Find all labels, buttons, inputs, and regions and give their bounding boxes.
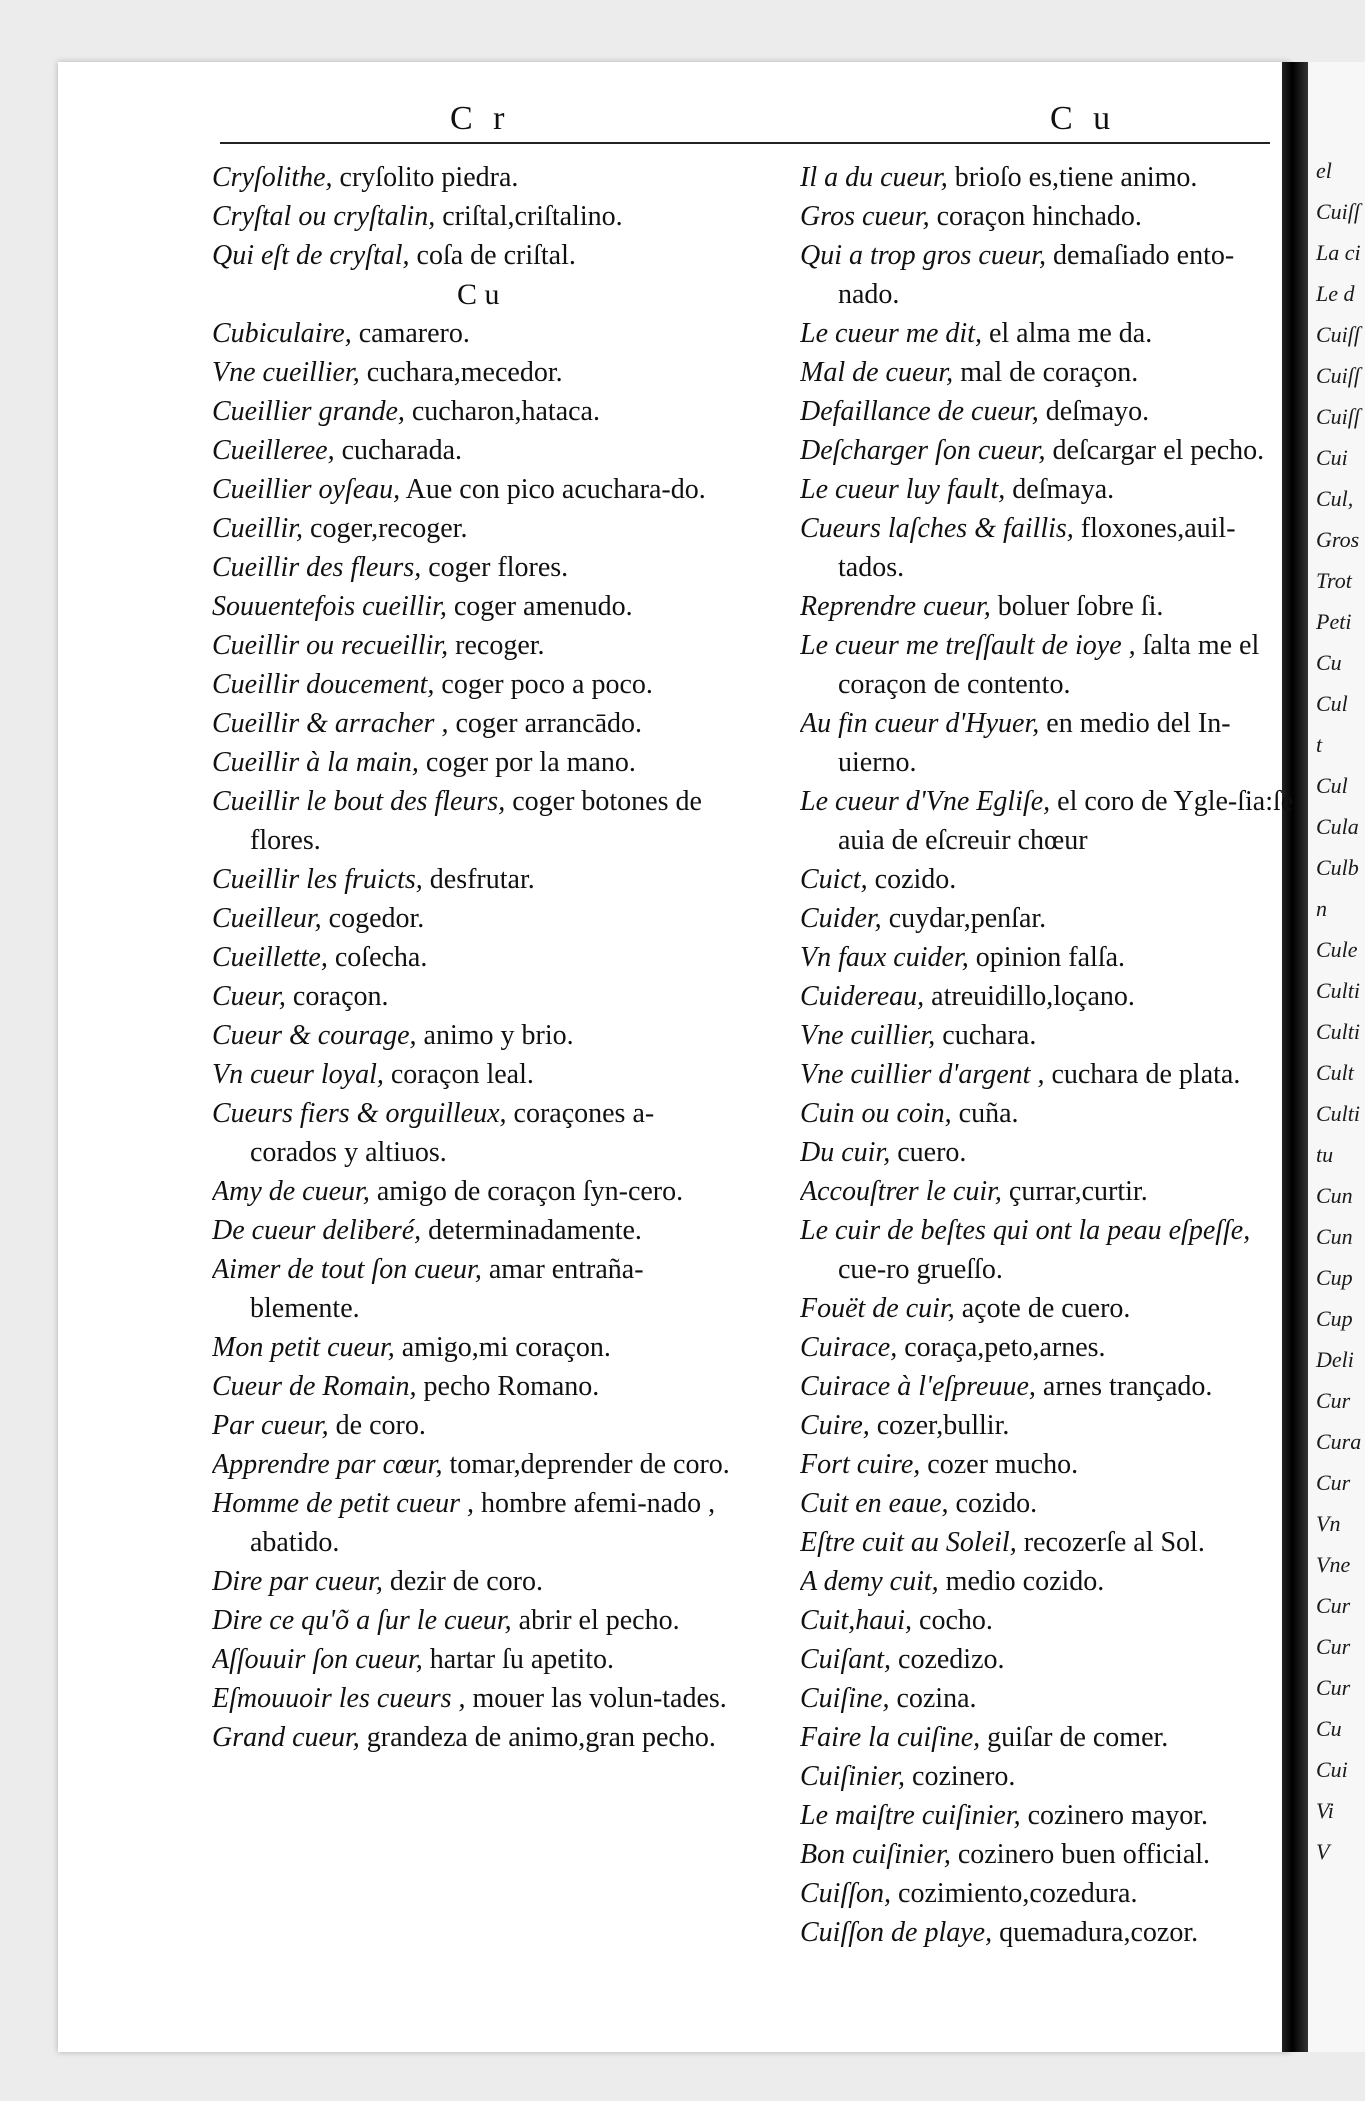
entry-headword: Vne cueillier, [212,357,360,388]
entry-headword: Fort cuire, [800,1449,921,1480]
dictionary-entry [212,938,737,977]
entry-definition: coger botones de flores. [250,786,702,856]
entry-headword: A demy cuit, [800,1566,939,1597]
dictionary-entry [800,626,1295,704]
entry-definition: de coro. [328,1410,426,1441]
entry-definition: Aue con pico acuchara-do. [400,474,706,505]
next-page-fragment: Cur [1316,1634,1351,1659]
entry-headword: Mon petit cueur, [212,1332,395,1363]
entry-definition: coraça,peto,arnes. [897,1332,1106,1363]
dictionary-entry [800,1289,1295,1328]
dictionary-entry [800,158,1295,197]
entry-definition: recoger. [448,630,545,661]
entry-headword: Bon cuiſinier, [800,1839,951,1870]
dictionary-entry [800,1679,1295,1718]
entry-definition: coger poco a poco. [434,669,653,700]
entry-definition: recozerſe al Sol. [1016,1527,1205,1558]
next-page-fragment: V [1316,1839,1330,1864]
entry-headword: Dire ce qu'õ a ſur le cueur, [212,1605,512,1636]
dictionary-entry [800,1094,1295,1133]
entry-headword: Accouſtrer le cuir, [800,1176,1002,1207]
entry-definition: grandeza de animo,gran pecho. [359,1722,716,1753]
entry-definition: quemadura,cozor. [992,1917,1199,1948]
running-header-left: C r [450,100,511,137]
dictionary-entry [800,470,1295,509]
next-page-fragment: Cur [1316,1388,1351,1413]
dictionary-entry [800,392,1295,431]
entry-headword: Cuider, [800,903,882,934]
next-page-fragment: Culb [1316,855,1359,880]
next-page-edge [1308,62,1365,2052]
entry-headword: Cuit en eaue, [800,1488,949,1519]
entry-headword: Apprendre par cœur, [212,1449,443,1480]
dictionary-entry [212,470,737,509]
dictionary-entry [800,860,1295,899]
next-page-fragment: Cui [1316,1757,1348,1782]
dictionary-entry [212,1679,737,1718]
next-page-fragment: Cuiſſ [1316,322,1361,347]
entry-headword: Cuin ou coin, [800,1098,952,1129]
entry-definition: desfrutar. [422,864,535,895]
running-header-right: C u [1050,100,1117,137]
entry-headword: Qui eſt de cryſtal, [212,240,410,271]
entry-headword: Cueillir à la main, [212,747,419,778]
dictionary-entry [800,1562,1295,1601]
dictionary-entry [212,977,737,1016]
entry-headword: Cubiculaire, [212,318,352,349]
entry-headword: Cueurs laſches & faillis, [800,513,1074,544]
entry-definition: coraçones a-corados y altiuos. [250,1098,655,1168]
next-page-fragment: Vne [1316,1552,1351,1577]
next-page-fragment: Cul [1316,773,1348,798]
entry-headword: Cueillir ou recueillir, [212,630,449,661]
next-page-fragment: n [1316,896,1327,921]
entry-definition: arnes trançado. [1035,1371,1213,1402]
entry-headword: Cueillir, [212,513,304,544]
next-page-fragment: Cuiſſ [1316,199,1361,224]
dictionary-entry [212,1562,737,1601]
entry-definition: cuero. [890,1137,967,1168]
entry-definition: cozido. [948,1488,1038,1519]
entry-headword: Reprendre cueur, [800,591,991,622]
next-page-fragment: Culti [1316,1019,1361,1044]
entry-headword: Fouët de cuir, [800,1293,955,1324]
entry-headword: Cueur & courage, [212,1020,417,1051]
dictionary-entry [212,860,737,899]
entry-definition: coger por la mano. [418,747,636,778]
dictionary-entry [212,1172,737,1211]
entry-headword: Qui a trop gros cueur, [800,240,1047,271]
next-page-fragment: Cur [1316,1470,1351,1495]
entry-definition: dezir de coro. [382,1566,543,1597]
entry-definition: medio cozido. [938,1566,1105,1597]
entry-definition: cozer mucho. [920,1449,1079,1480]
next-page-fragment: t [1316,732,1323,757]
entry-headword: Defaillance de cueur, [800,396,1039,427]
next-page-fragment: Gros [1316,527,1360,552]
next-page-fragment: Le d [1316,281,1355,306]
entry-definition: deſmaya. [1005,474,1115,505]
entry-headword: Cuiſant, [800,1644,892,1675]
dictionary-entry [212,587,737,626]
next-page-fragment: Cura [1316,1429,1362,1454]
dictionary-entry [212,548,737,587]
entry-headword: Cuidereau, [800,981,925,1012]
entry-headword: Cueillir les fruicts, [212,864,423,895]
next-page-fragment: Cup [1316,1265,1353,1290]
entry-definition: cuña. [951,1098,1019,1129]
entry-headword: Cuiſſon de playe, [800,1917,993,1948]
dictionary-entry [212,626,737,665]
entry-headword: Cuiſinier, [800,1761,906,1792]
entry-definition: cozinero mayor. [1020,1800,1208,1831]
entry-definition: demaſiado ento-nado. [838,240,1235,310]
entry-definition: boluer ſobre ſi. [990,591,1164,622]
entry-definition: mal de coraçon. [953,357,1139,388]
dictionary-entry [212,1094,737,1172]
left-column [212,158,737,1757]
entry-headword: Vne cuillier d'argent , [800,1059,1045,1090]
dictionary-entry [212,1484,737,1562]
dictionary-entry [800,1133,1295,1172]
dictionary-entry [212,1718,737,1757]
entry-definition: coraçon hinchado. [929,201,1142,232]
dictionary-entry [800,353,1295,392]
dictionary-entry [212,197,737,236]
entry-definition: hartar ſu apetito. [422,1644,615,1675]
entry-headword: Cueillir doucement, [212,669,435,700]
dictionary-entry [212,743,737,782]
entry-headword: Cuiſine, [800,1683,890,1714]
next-page-fragment: Deli [1316,1347,1354,1372]
entry-definition: cuchara. [935,1020,1037,1051]
entry-headword: Cueillir & arracher , [212,708,449,739]
entry-headword: Cuit,haui, [800,1605,913,1636]
next-page-fragment: Cul, [1316,486,1354,511]
next-page-fragment: Cuiſſ [1316,404,1361,429]
entry-headword: Cuict, [800,864,868,895]
entry-headword: Cueurs fiers & orguilleux, [212,1098,507,1129]
dictionary-entry [800,1484,1295,1523]
entry-definition: amigo,mi coraçon. [394,1332,611,1363]
dictionary-entry [800,1523,1295,1562]
entry-definition: abrir el pecho. [511,1605,680,1636]
entry-headword: Le cueur d'Vne Egliſe, [800,786,1051,817]
dictionary-entry [800,1055,1295,1094]
entry-definition: atreuidillo,loçano. [924,981,1135,1012]
entry-definition: cozer,bullir. [869,1410,1010,1441]
next-page-fragment: Vi [1316,1798,1334,1823]
entry-definition: çurrar,curtir. [1001,1176,1148,1207]
next-page-fragment: Cur [1316,1593,1351,1618]
next-page-fragment: Cul [1316,691,1348,716]
header-rule [220,142,1270,144]
dictionary-entry [212,1406,737,1445]
entry-headword: Eſmouuoir les cueurs , [212,1683,466,1714]
dictionary-entry [800,1328,1295,1367]
entry-headword: Vn cueur loyal, [212,1059,384,1090]
dictionary-entry [212,236,737,275]
dictionary-entry [800,1757,1295,1796]
entry-definition: floxones,auil-tados. [838,513,1236,583]
entry-headword: Homme de petit cueur , [212,1488,475,1519]
dictionary-entry [212,1328,737,1367]
entry-definition: coraçon leal. [383,1059,534,1090]
entry-headword: Dire par cueur, [212,1566,383,1597]
entry-definition: ſalta me el coraçon de contento. [838,630,1260,700]
entry-headword: Cueur de Romain, [212,1371,417,1402]
dictionary-entry [800,977,1295,1016]
dictionary-entry [800,1211,1295,1289]
entry-headword: Cueillette, [212,942,328,973]
dictionary-entry [212,1016,737,1055]
dictionary-entry [800,782,1295,860]
entry-headword: Vne cuillier, [800,1020,936,1051]
dictionary-entry [212,704,737,743]
entry-headword: Mal de cueur, [800,357,954,388]
entry-headword: Cueillier grande, [212,396,405,427]
entry-headword: Du cuir, [800,1137,891,1168]
entry-definition: açote de cuero. [954,1293,1131,1324]
entry-headword: Le cueur luy fault, [800,474,1006,505]
dictionary-entry [212,1250,737,1328]
entry-headword: Aimer de tout ſon cueur, [212,1254,482,1285]
entry-headword: Au fin cueur d'Hyuer, [800,708,1040,739]
next-page-fragment: Cun [1316,1183,1353,1208]
entry-definition: mouer las volun-tades. [465,1683,727,1714]
next-page-fragment: Cu [1316,1716,1342,1741]
entry-definition: coraçon. [285,981,389,1012]
entry-headword: Le maiſtre cuiſinier, [800,1800,1021,1831]
dictionary-entry [800,1406,1295,1445]
entry-definition: tomar,deprender de coro. [442,1449,730,1480]
next-page-fragment: Cuiſſ [1316,363,1361,388]
dictionary-entry [212,353,737,392]
entry-headword: Cueilleur, [212,903,322,934]
entry-definition: cozido. [867,864,957,895]
entry-definition: coſecha. [327,942,428,973]
dictionary-entry [212,1211,737,1250]
next-page-fragment: Culti [1316,978,1361,1003]
entry-definition: cuchara,mecedor. [359,357,563,388]
entry-definition: deſmayo. [1038,396,1150,427]
entry-headword: Vn faux cuider, [800,942,969,973]
entry-definition: cozinero buen official. [950,1839,1211,1870]
dictionary-entry [212,1367,737,1406]
dictionary-entry [212,314,737,353]
dictionary-entry [800,197,1295,236]
entry-definition: cogedor. [321,903,425,934]
dictionary-entry [212,665,737,704]
dictionary-entry [800,236,1295,314]
entry-headword: Cuirace à l'eſpreuue, [800,1371,1036,1402]
entry-headword: Cryſolithe, [212,162,333,193]
entry-definition: el alma me da. [981,318,1153,349]
entry-headword: Il a du cueur, [800,162,948,193]
entry-headword: Aſſouuir ſon cueur, [212,1644,423,1675]
dictionary-entry [212,899,737,938]
entry-definition: cuchara de plata. [1044,1059,1241,1090]
entry-definition: coger flores. [421,552,569,583]
dictionary-entry [800,1445,1295,1484]
entry-definition: amar entraña-blemente. [250,1254,644,1324]
next-page-fragment: tu [1316,1142,1334,1167]
dictionary-entry [800,1796,1295,1835]
entry-headword: Cuiſſon, [800,1878,892,1909]
entry-definition: brioſo es,tiene animo. [947,162,1198,193]
entry-definition: cucharon,hataca. [404,396,600,427]
entry-definition: cuydar,penſar. [881,903,1047,934]
entry-headword: Gros cueur, [800,201,930,232]
dictionary-entry [800,1640,1295,1679]
entry-headword: Cuire, [800,1410,870,1441]
entry-headword: Eſtre cuit au Soleil, [800,1527,1017,1558]
entry-headword: Cueillir le bout des fleurs, [212,786,506,817]
dictionary-entry [800,938,1295,977]
dictionary-entry [212,782,737,860]
next-page-fragment: Culti [1316,1101,1361,1126]
next-page-fragment: Peti [1316,609,1352,634]
dictionary-entry [800,704,1295,782]
section-heading: C u [457,278,500,311]
dictionary-entry [800,509,1295,587]
entry-definition: cozina. [889,1683,977,1714]
entry-headword: Cuirace, [800,1332,898,1363]
dictionary-entry [212,1445,737,1484]
entry-definition: animo y brio. [416,1020,574,1051]
dictionary-entry [212,1640,737,1679]
entry-definition: deſcargar el pecho. [1045,435,1265,466]
next-page-fragment: Cui [1316,445,1348,470]
next-page-fragment: el [1316,158,1332,183]
entry-headword: Cueilleree, [212,435,335,466]
entry-headword: Cueillier oyſeau, [212,474,401,505]
dictionary-entry [212,1601,737,1640]
entry-definition: cryſolito piedra. [332,162,519,193]
entry-headword: Amy de cueur, [212,1176,370,1207]
dictionary-entry [212,158,737,197]
entry-definition: coger,recoger. [303,513,468,544]
next-page-fragment: Cula [1316,814,1359,839]
entry-headword: Cueur, [212,981,286,1012]
entry-definition: opinion falſa. [968,942,1126,973]
entry-headword: De cueur deliberé, [212,1215,422,1246]
entry-definition: cue-ro grueſſo. [838,1254,1003,1285]
entry-definition: el coro de Ygle-ſia:ſe auia de eſcreuir chœur [838,786,1294,856]
entry-definition: cozimiento,cozedura. [891,1878,1138,1909]
dictionary-entry [800,1874,1295,1913]
next-page-fragment: La ci [1316,240,1361,265]
entry-definition: criſtal,criſtalino. [435,201,623,232]
right-column [800,158,1295,1952]
next-page-fragment: Vn [1316,1511,1341,1536]
entry-definition: amigo de coraçon ſyn-cero. [369,1176,684,1207]
entry-definition: cucharada. [334,435,463,466]
entry-headword: Deſcharger ſon cueur, [800,435,1046,466]
entry-definition: cocho. [912,1605,993,1636]
entry-definition: coger amenudo. [446,591,633,622]
dictionary-entry [800,1835,1295,1874]
next-page-fragment: Trot [1316,568,1352,593]
dictionary-entry [800,1601,1295,1640]
dictionary-entry [800,899,1295,938]
dictionary-entry [800,587,1295,626]
entry-definition: cozedizo. [891,1644,1005,1675]
entry-definition: guiſar de comer. [980,1722,1169,1753]
entry-headword: Le cueur me treſſault de ioye , [800,630,1136,661]
dictionary-entry [212,392,737,431]
entry-definition: en medio del In-uierno. [838,708,1231,778]
entry-headword: Grand cueur, [212,1722,360,1753]
entry-definition: determinadamente. [421,1215,642,1246]
dictionary-entry [800,1367,1295,1406]
dictionary-entry [212,1055,737,1094]
entry-definition: hombre afemi-nado , abatido. [250,1488,716,1558]
entry-headword: Cryſtal ou cryſtalin, [212,201,436,232]
entry-headword: Par cueur, [212,1410,329,1441]
entry-headword: Faire la cuiſine, [800,1722,981,1753]
entry-definition: coger arrancādo. [448,708,642,739]
next-page-fragment: Cule [1316,937,1358,962]
dictionary-entry [800,314,1295,353]
dictionary-entry [212,431,737,470]
entry-headword: Cueillir des fleurs, [212,552,422,583]
entry-definition: cozinero. [905,1761,1016,1792]
entry-headword: Le cueur me dit, [800,318,982,349]
next-page-fragment: Cur [1316,1675,1351,1700]
entry-definition: camarero. [351,318,470,349]
entry-headword: Souuentefois cueillir, [212,591,447,622]
entry-headword: Le cuir de beſtes qui ont la peau eſpeſſe, [800,1215,1251,1246]
next-page-fragment: Cult [1316,1060,1354,1085]
dictionary-entry [800,1718,1295,1757]
entry-definition: pecho Romano. [416,1371,600,1402]
next-page-fragment: Cu [1316,650,1342,675]
dictionary-entry [212,509,737,548]
dictionary-entry [800,1913,1295,1952]
entry-definition: coſa de criſtal. [409,240,576,271]
dictionary-entry [800,1016,1295,1055]
next-page-fragment: Cun [1316,1224,1353,1249]
dictionary-entry [800,1172,1295,1211]
dictionary-entry [800,431,1295,470]
next-page-fragment: Cup [1316,1306,1353,1331]
